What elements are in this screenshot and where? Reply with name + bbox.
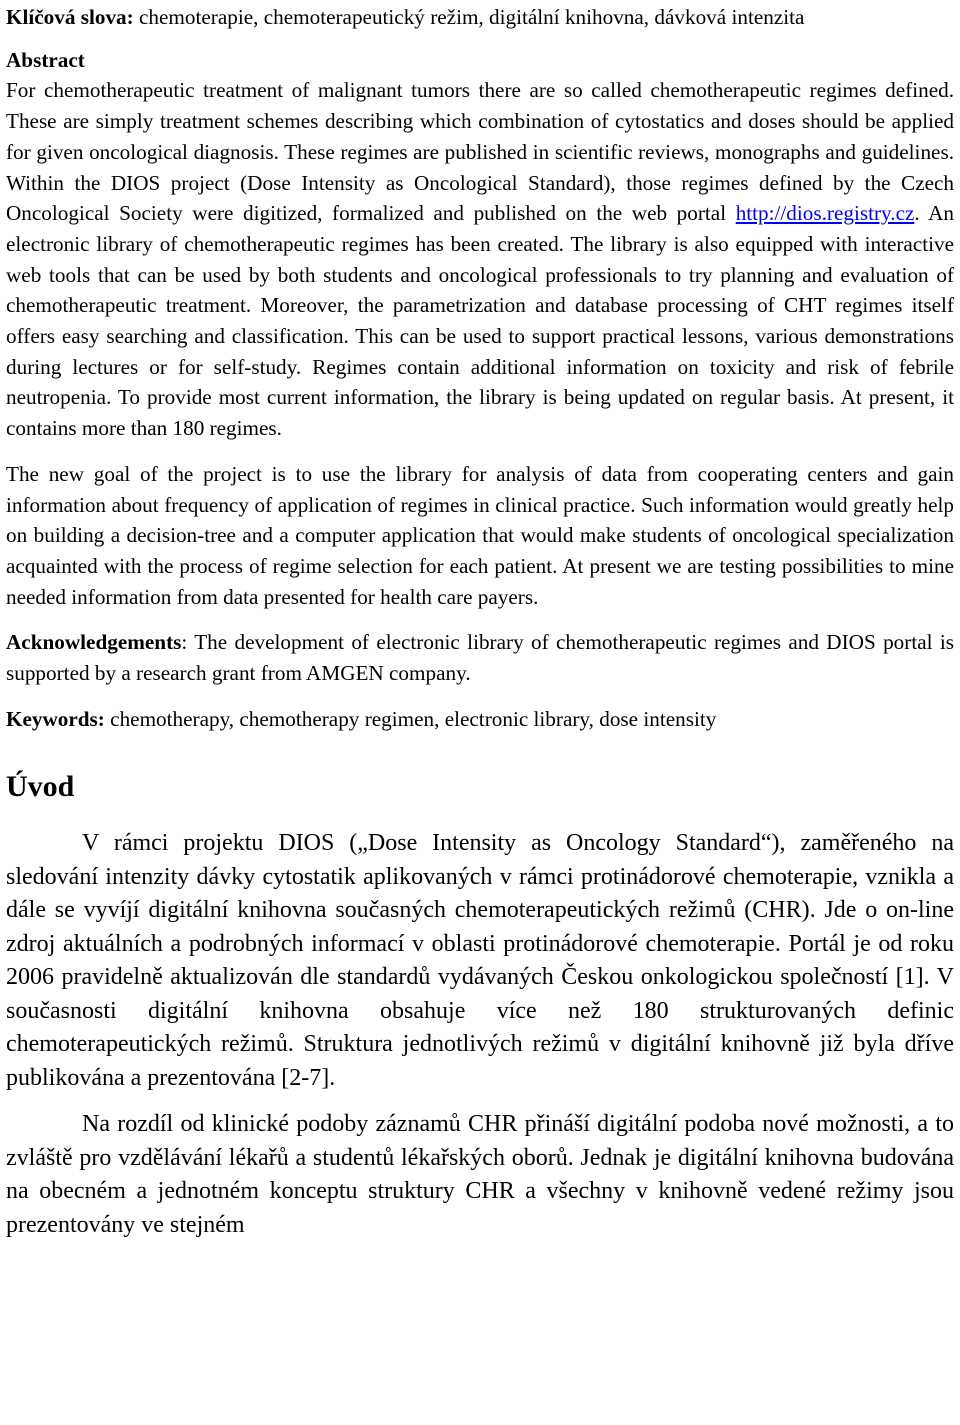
english-keywords bbox=[6, 704, 954, 735]
section-title-intro: Úvod bbox=[6, 770, 75, 804]
intro-paragraph-2: Na rozdíl od klinické podoby záznamů CHR přináší digitální podoba nové možnosti, a to zvláště pro vzdělávání lékařů a studentů lékařských oborů. Jednak je digitální knihovna budována na obecném a jednotném konceptu struktury CHR a všechny v knihovně vedené režimy jsou prezentovány ve stejném bbox=[6, 1111, 954, 1238]
abstract-paragraph-2: The new goal of the project is to use the library for analysis of data from cooperating centers and gain information about frequency of application of regimes in clinical practice. Such information would greatly help on building a decision-tree and a computer application that would make students of oncological specialization acquainted with the process of regime selection for each patient. At present we are testing possibilities to mine needed information from data presented for health care payers. bbox=[6, 461, 954, 609]
english-keywords-text: chemotherapy, chemotherapy regimen, electronic library, dose intensity bbox=[104, 706, 717, 731]
abstract-heading: Abstract bbox=[6, 47, 85, 72]
abstract-text-part2: . An electronic library of chemotherapeutic regimes has been created. The library is also equipped with interactive web tools that can be used by both students and oncological professionals to try planning and evaluation of chemotherapeutic treatment. Moreover, the parametrization and database processing of CHT regimes itself offers easy searching and classification. This can be used to support practical lessons, various demonstrations during lectures or for self-study. Regimes contain additional information on toxicity and risk of febrile neutropenia. To provide most current information, the library is being updated on regular basis. At present, it contains more than 180 regimes. bbox=[6, 201, 954, 441]
czech-keywords-text: chemoterapie, chemoterapeutický režim, digitální knihovna, dávková intenzita bbox=[133, 5, 805, 29]
document-page bbox=[6, 0, 954, 1242]
acknowledgements bbox=[6, 627, 954, 688]
abstract-paragraph-1 bbox=[6, 75, 954, 443]
czech-keywords bbox=[6, 2, 954, 33]
english-keywords-label: Keywords: bbox=[6, 706, 105, 731]
abstract-text-part1: For chemotherapeutic treatment of malignant tumors there are so called chemotherapeutic regimes defined. These are simply treatment schemes describing which combination of cytostatics and doses should be applied for given oncological diagnosis. These regimes are published in scientific reviews, monographs and guidelines. Within the DIOS project (Dose Intensity as Oncological Standard), those regimes defined by the Czech Oncological Society were digitized, formalized and published on the web portal bbox=[6, 78, 954, 226]
acknowledgements-label: Acknowledgements bbox=[6, 630, 182, 655]
intro-paragraph-1: V rámci projektu DIOS („Dose Intensity as Oncology Standard“), zaměřeného na sledování intenzity dávky cytostatik aplikovaných v rámci protinádorové chemoterapie, vznikla a dále se vyvíjí digitální knihovna současných chemoterapeutických režimů (CHR). Jde o on-line zdroj aktuálních a podrobných informací v oblasti protinádorové chemoterapie. Portál je od roku 2006 pravidelně aktualizován dle standardů vydávaných Českou onkologickou společností [1]. V současnosti digitální knihovna obsahuje více než 180 strukturovaných definic chemoterapeutických režimů. Struktura jednotlivých režimů v digitální knihovně již byla dříve publikována a prezentována [2-7]. bbox=[6, 830, 954, 1091]
dios-portal-link[interactable]: http://dios.registry.cz bbox=[735, 201, 915, 226]
acknowledgements-text: : The development of electronic library of chemotherapeutic regimes and DIOS portal is supported by a research grant from AMGEN company. bbox=[6, 630, 954, 686]
czech-keywords-label: Klíčová slova: bbox=[6, 5, 134, 29]
